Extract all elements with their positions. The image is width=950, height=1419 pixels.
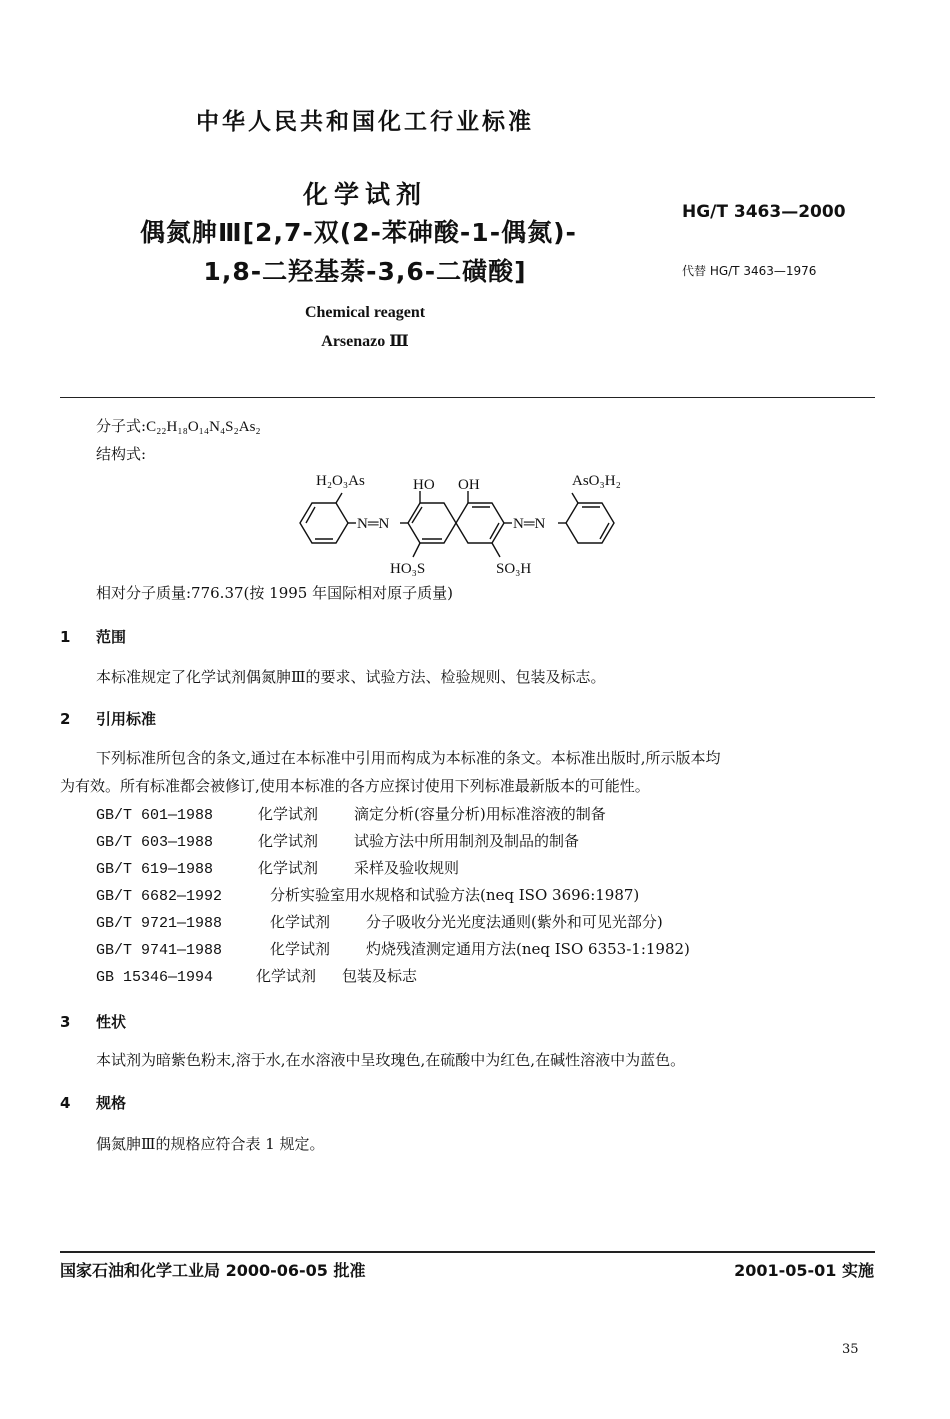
section-2-title: 引用标准: [96, 710, 157, 728]
section-4-title: 规格: [96, 1094, 127, 1112]
reference-code: GB/T 601—1988: [96, 807, 214, 824]
structure-label: 结构式:: [96, 445, 147, 463]
reference-code: GB/T 9741—1988: [96, 942, 223, 959]
right-phenyl-ring: [566, 503, 614, 543]
section-1-title: 范围: [96, 628, 127, 646]
reference-category: 化学试剂: [258, 805, 319, 823]
english-name: Arsenazo Ⅲ: [321, 333, 409, 350]
section-1-body: 本标准规定了化学试剂偶氮胂Ⅲ的要求、试验方法、检验规则、包装及标志。: [96, 668, 606, 686]
reference-row: [96, 857, 459, 878]
molecular-formula: [96, 415, 261, 436]
reference-category: 化学试剂: [258, 832, 319, 850]
replaces-standard: 代替 HG/T 3463—1976: [682, 264, 817, 278]
issuer-title: 中华人民共和国化工行业标准: [196, 109, 534, 135]
reference-row: [96, 911, 663, 932]
section-2-body-line-2: 为有效。所有标准都会被修订,使用本标准的各方应探讨使用下列标准最新版本的可能性。: [60, 777, 650, 795]
label-oh: OH: [458, 477, 480, 493]
reference-category: 化学试剂: [256, 967, 317, 985]
section-4-heading: [60, 1092, 126, 1113]
section-3-number: 3: [60, 1013, 71, 1031]
header-divider: [60, 397, 875, 398]
section-1-heading: [60, 626, 126, 647]
reference-row: [96, 938, 690, 959]
reference-code: GB/T 9721—1988: [96, 915, 223, 932]
page-number: 35: [842, 1342, 859, 1357]
approval-line: 国家石油和化学工业局 2000-06-05 批准: [60, 1261, 366, 1280]
title-line-3: 1,8-二羟基萘-3,6-二磺酸]: [203, 257, 527, 286]
section-2-body-line-1: 下列标准所包含的条文,通过在本标准中引用而构成为本标准的条文。本标准出版时,所示版本均: [96, 749, 721, 767]
naphthalene-ring-left: [408, 503, 456, 543]
implementation-date: 2001-05-01 实施: [734, 1261, 874, 1280]
reference-title: 采样及验收规则: [354, 859, 460, 877]
reference-title: 包装及标志: [342, 967, 418, 985]
reference-code: GB/T 619—1988: [96, 861, 214, 878]
left-phenyl-ring: [300, 503, 348, 543]
reference-category: 化学试剂: [270, 913, 331, 931]
reference-title: 试验方法中所用制剂及制品的制备: [354, 832, 580, 850]
reference-row: [96, 965, 417, 986]
reference-row: [96, 884, 639, 905]
label-aso3h2: AsO₃H₂: [572, 473, 621, 489]
reference-row: [96, 803, 606, 824]
section-2-heading: [60, 708, 156, 729]
reference-row: [96, 830, 579, 851]
reference-title: 分子吸收分光光度法通则(紫外和可见光部分): [366, 913, 663, 931]
label-so3h: SO₃H: [496, 561, 532, 577]
title-line-2: 偶氮胂Ⅲ[2,7-双(2-苯砷酸-1-偶氮)-: [140, 218, 577, 247]
section-3-title: 性状: [96, 1013, 127, 1031]
molecular-formula-value: C₂₂H₁₈O₁₄N₄S₂As₂: [146, 419, 261, 435]
title-line-1: 化学试剂: [302, 180, 427, 209]
reference-category: 化学试剂: [258, 859, 319, 877]
section-1-number: 1: [60, 628, 71, 646]
reference-code: GB/T 603—1988: [96, 834, 214, 851]
section-3-heading: [60, 1011, 126, 1032]
reference-code: GB 15346—1994: [96, 969, 214, 986]
reference-title: 灼烧残渣测定通用方法(neq ISO 6353-1:1982): [366, 940, 690, 958]
section-3-body: 本试剂为暗紫色粉末,溶于水,在水溶液中呈玫瑰色,在硫酸中为红色,在碱性溶液中为蓝色。: [96, 1051, 686, 1069]
naphthalene-ring-right: [456, 503, 504, 543]
label-azo-left: N═N: [357, 516, 390, 532]
english-title: Chemical reagent: [304, 304, 426, 321]
label-ho3s: HO₃S: [390, 561, 426, 577]
standard-number: HG/T 3463—2000: [682, 202, 846, 222]
section-4-number: 4: [60, 1094, 71, 1112]
reference-code: GB/T 6682—1992: [96, 888, 223, 905]
label-azo-right: N═N: [513, 516, 546, 532]
reference-category: 化学试剂: [270, 940, 331, 958]
label-h2o3as: H₂O₃As: [316, 473, 365, 489]
relative-molecular-mass: 相对分子质量:776.37(按 1995 年国际相对原子质量): [96, 584, 453, 602]
structural-formula: [280, 465, 660, 585]
label-ho: HO: [413, 477, 435, 493]
reference-title: 分析实验室用水规格和试验方法(neq ISO 3696:1987): [270, 886, 640, 904]
section-4-body: 偶氮胂Ⅲ的规格应符合表 1 规定。: [96, 1135, 325, 1153]
section-2-number: 2: [60, 710, 71, 728]
footer-divider: [60, 1251, 875, 1253]
molecular-label: 分子式:: [96, 417, 147, 435]
reference-title: 滴定分析(容量分析)用标准溶液的制备: [354, 805, 606, 823]
